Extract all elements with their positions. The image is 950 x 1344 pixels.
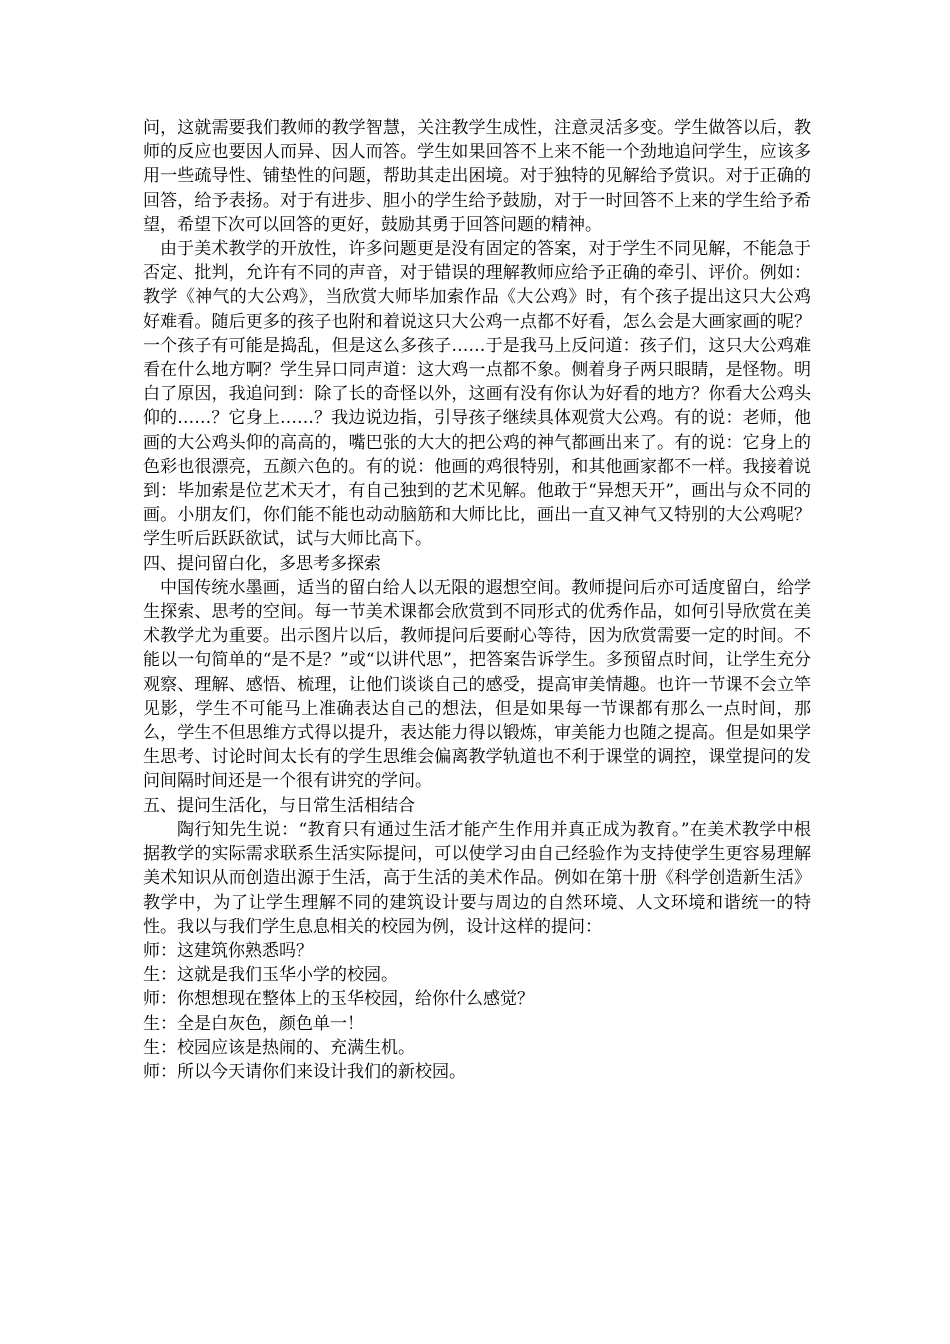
paragraph-picasso-example: 由于美术教学的开放性，许多问题更是没有固定的答案，对于学生不同见解，不能急于否定、批判，允许有不同的声音，对于错误的理解教师应给予正确的牵引、评价。例如：教学《神气的大公鸡》，当欣赏大师毕加索作品《大公鸡》时，有个孩子提出这只大公鸡好难看。随后更多的孩子也附和着说这只大公鸡一点都不好看，怎么会是大画家画的呢？一个孩子有可能是捣乱，但是这么多孩子……于是我马上反问道：孩子们，这只大公鸡难看在什么地方啊？学生异口同声道：这大鸡一点都不象。侧着身子两只眼睛，是怪物。明白了原因，我追问到：除了长的奇怪以外，这画有没有你认为好看的地方？你看大公鸡头仰的……？它身上……？我边说边指，引导孩子继续具体观赏大公鸡。有的说：老师，他画的大公鸡头仰的高高的，嘴巴张的大大的把公鸡的神气都画出来了。有的说：它身上的色彩也很漂亮，五颜六色的。有的说：他画的鸡很特别，和其他画家都不一样。我接着说到：毕加索是位艺术天才，有自己独到的艺术见解。他敢于“异想天开”，画出与众不同的画。小朋友们，你们能不能也动动脑筋和大师比比，画出一直又神气又特别的大公鸡呢？学生听后跃跃欲试，试与大师比高下。 bbox=[143, 239, 811, 550]
dialogue-line: 生：全是白灰色，颜色单一！ bbox=[143, 1013, 364, 1034]
dialogue-line: 生：这就是我们玉华小学的校园。 bbox=[143, 965, 398, 986]
section-heading-five: 五、提问生活化，与日常生活相结合 bbox=[143, 795, 415, 816]
dialogue-line: 师：所以今天请你们来设计我们的新校园。 bbox=[143, 1061, 466, 1082]
dialogue-line: 生：校园应该是热闹的、充满生机。 bbox=[143, 1037, 415, 1058]
dialogue-line: 师：这建筑你熟悉吗？ bbox=[143, 940, 313, 961]
document-body bbox=[143, 116, 811, 1084]
paragraph-continuation: 问，这就需要我们教师的教学智慧，关注教学生成性，注意灵活多变。学生做答以后，教师的反应也要因人而异、因人而答。学生如果回答不上来不能一个劲地追问学生，应该多用一些疏导性、铺垫性的问题，帮助其走出困境。对于独特的见解给予赏识。对于正确的回答，给予表扬。对于有进步、胆小的学生给予鼓励，对于一时回答不上来的学生给予希望，希望下次可以回答的更好，鼓励其勇于回答问题的精神。 bbox=[143, 118, 811, 235]
section-heading-four: 四、提问留白化，多思考多探索 bbox=[143, 553, 381, 574]
dialogue-line: 师：你想想现在整体上的玉华校园，给你什么感觉？ bbox=[143, 989, 534, 1010]
paragraph-daily-life: 陶行知先生说：“教育只有通过生活才能产生作用并真正成为教育。”在美术教学中根据教学的实际需求联系生活实际提问，可以使学习由自己经验作为支持使学生更容易理解美术知识从而创造出源于生活，高于生活的美术作品。例如在第十册《科学创造新生活》教学中，为了让学生理解不同的建筑设计要与周边的自然环境、人文环境和谐统一的特性。我以与我们学生息息相关的校园为例，设计这样的提问： bbox=[143, 819, 811, 937]
paragraph-blank-space: 中国传统水墨画，适当的留白给人以无限的遐想空间。教师提问后亦可适度留白，给学生探索、思考的空间。每一节美术课都会欣赏到不同形式的优秀作品，如何引导欣赏在美术教学尤为重要。出示图片以后，教师提问后要耐心等待，因为欣赏需要一定的时间。不能以一句简单的“是不是？”或“以讲代思”，把答案告诉学生。多预留点时间，让学生充分观察、理解、感悟、梳理，让他们谈谈自己的感受，提高审美情趣。也许一节课不会立竿见影，学生不可能马上准确表达自己的想法，但是如果每一节课都有那么一点时间，那么，学生不但思维方式得以提升，表达能力得以锻炼，审美能力也随之提高。但是如果学生思考、讨论时间太长有的学生思维会偏离教学轨道也不利于课堂的调控，课堂提问的发问间隔时间还是一个很有讲究的学问。 bbox=[143, 577, 811, 792]
